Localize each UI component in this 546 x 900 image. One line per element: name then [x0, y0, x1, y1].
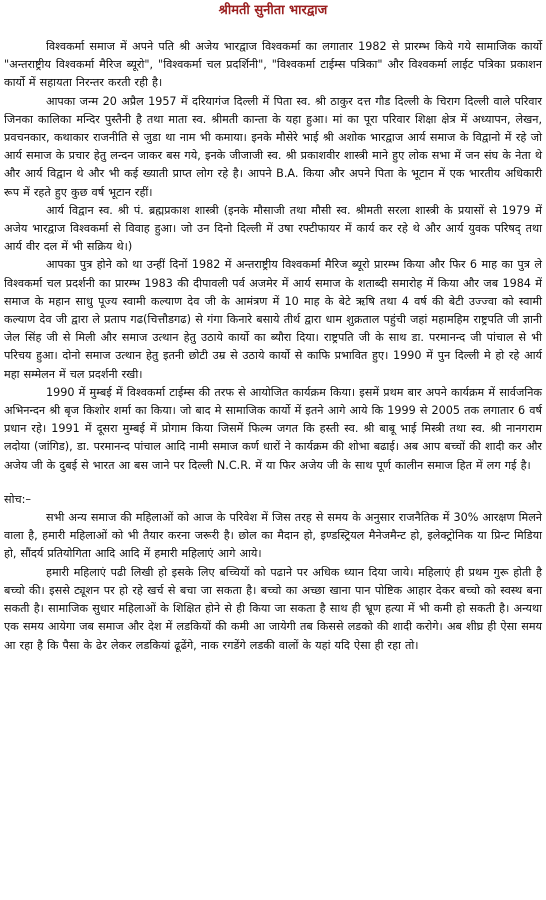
section-spacer	[4, 475, 542, 491]
section-heading: सोच:–	[4, 492, 31, 506]
page-title: श्रीमती सुनीता भारद्वाज	[218, 3, 328, 18]
biography-paragraph-4: आपका पुत्र होने को था उन्हीं दिनों 1982 में अन्तराष्ट्रीय विश्वकर्मा मैरिज ब्यूरो प्रारम्भ किया और फिर 6 माह का पुत्र ले विश्वकर्मा चल प्रदर्शनी का प्रारम्भ 1983 की दीपावली पर्व अजमेर में आर्य समाज के शताब्दी समारोह में किया और जब 1984 में समाज के महान साधु पूज्य स्वामी कल्याण देव जी के आमंत्रण में 10 माह के बेटे ऋषि तथा 4 वर्ष की बेटी उज्ज्वा को स्वामी कल्याण देव जी द्वारा ले प्रताप गढ(चित्तौडगढ) से गंगा किनारे बसाये तीर्थ द्वारा धाम शुक्रताल पहुंची जहां महामहिम राष्ट्रपति जी ज्ञानी जेल सिंह जी से मिली और समाज उत्थान हेतु उठाये कार्यो का ब्यौरा दिया। राष्ट्रपति जी के साथ डा. परमानन्द जी पांचाल से भी परिचय हुआ। दोनो समाज उत्थान हेतु इतनी छोटी उम्र से उठाये कार्यो से काफि प्रभावित हुए। 1990 में पुन दिल्ली मे हो रहे आर्य महा सम्मेलन में चल प्रदर्शनी रखी।	[4, 258, 542, 381]
vision-paragraph-2: हमारी महिलाएं पढी लिखी हो इसके लिए बच्चियों को पढाने पर अधिक ध्यान दिया जाये। महिलाएं ही प्रथम गुरू होती है बच्चो की। इससे ट्यूशन पर हो रहे खर्च से बचा जा सकता है। बच्चो का अच्छा खाना पान पोष्टिक आहार देकर बच्चो को स्वस्थ बना सकती है। सामाजिक सुधार महिलाओं के शिक्षित होने से ही किया जा सकता है साथ ही भ्रूण हत्या में भी कमी हो सकती है। अन्यथा एक समय आयेगा जब समाज और देश में लडकियों की कमी आ जायेगी तब किससे लडको की शादी करोगे। अब शीघ्र ही ऐसा समय आ रहा है कि पैसा के ढेर लेकर लडकियां ढूढेंगे, नाक रगडेंगे लडकी वालों के यहां यदि ऐसा ही रहा तो।	[4, 565, 542, 652]
biography-paragraph-1: विश्वकर्मा समाज में अपने पति श्री अजेय भारद्वाज विश्वकर्मा का लगातार 1982 से प्रारम्भ किये गये सामाजिक कार्यो "अन्तराष्ट्रीय विश्वकर्मा मैरिज ब्यूरो", "विश्वकर्मा चल प्रदर्शिनी", "विश्वकर्मा टाईम्स पत्रिका" और विश्वकर्मा लाईट पत्रिका प्रकाशन कार्यो में सहायता निरन्तर करती रही है।	[4, 40, 542, 90]
vision-paragraph-1: सभी अन्य समाज की महिलाओं को आज के परिवेश में जिस तरह से समय के अनुसार राजनैतिक में 30% आरक्षण मिलने वाला है, हमारी महिलाओं को भी तैयार करना जरूरी है। छोल का मैदान हो, इण्डस्ट्रियल मैनेजमैन्ट हो, इलेक्ट्रोनिक या प्रिन्ट मिडिया हो, सौंदर्य प्रतियोगिता आदि आदि में हमारी महिलाएं आगे आये।	[4, 511, 542, 561]
biography-paragraph-5: 1990 में मुम्बई में विश्वकर्मा टाईम्स की तरफ से आयोजित कार्यक्रम किया। इसमें प्रथम बार अपने कार्यक्रम में सार्वजनिक अभिनन्दन श्री बृज किशोर शर्मा का किया। जो बाद मे सामाजिक कार्यो में इतने आगे आये कि 1999 से 2005 तक लगातार 6 वर्ष प्रधान रहे। 1991 में दूसरा मुम्बई में प्रोगाम किया जिसमें फिल्म जगत कि हस्ती स्व. श्री बाबू भाई मिस्त्री तथा स्व. श्री नानगराम लदोया (जांगिड), डा. परमानन्द पांचाल आदि नामी समाज कर्ण धारों ने कार्यक्रम की शोभा बढाई। अब आप बच्चों की शादी कर और अजेय जी के दुबई से भारत आ बस जाने पर दिल्ली N.C.R. में या फिर अजेय जी के साथ पूर्ण कालीन समाज हित में लग गई है।	[4, 385, 542, 472]
biography-paragraph-2: आपका जन्म 20 अप्रैल 1957 में दरियागंज दिल्ली में पिता स्व. श्री ठाकुर दत्त गौड दिल्ली के चिराग दिल्ली वाले परिवार जिनका कालिका मन्दिर पुस्तैनी है तथा माता स्व. श्रीमती कान्ता के यहा हुआ। मां का पूरा परिवार शिक्षा क्षेत्र में अध्यापन, लेखन, प्रवचनकार, कथाकार राजनीति से जुडा था नाम भी कमाया। इनके मौसेरे भाई श्री अशोक भारद्वाज आर्य समाज के विद्वानो में रहे जो आर्य समाज के प्रचार हेतु लन्दन जाकर बस गये, इनके जीजाजी स्व. श्री प्रकाशवीर शास्त्री माने हुए लोक सभा में जन संघ के नेता थे और आर्य विद्वान थे और भी कई ख्याती प्राप्त लोग रहे है। आपने B.A. किया और अपने पिता के भूटान में एक भारतीय अधिकारी रूप में रहते हुए कुछ वर्ष भूटान रहीं।	[4, 94, 542, 199]
biography-paragraph-3: आर्य विद्वान स्व. श्री पं. ब्रह्मप्रकाश शास्त्री (इनके मौसाजी तथा मौसी स्व. श्रीमती सरला शास्त्री के प्रयासों से 1979 में अजेय भारद्वाज विश्वकर्मा से विवाह हुआ। जो उन दिनो दिल्ली में उषा रफ्टीफायर में कार्य कर रहे थे और आर्य युवक परिषद् तथा आर्य वीर दल में भी सक्रिय थे।)	[4, 203, 542, 254]
